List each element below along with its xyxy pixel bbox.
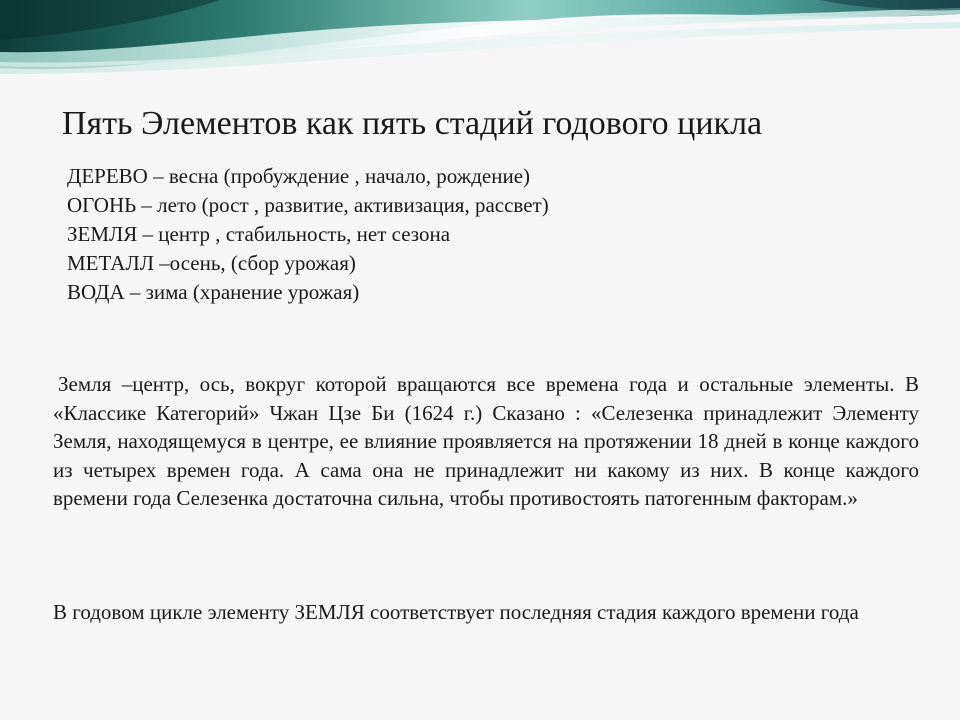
list-item-fire: ОГОНЬ – лето (рост , развитие, активизация, рассвет) — [67, 193, 549, 217]
list-item-wood: ДЕРЕВО – весна (пробуждение , начало, рождение) — [67, 164, 531, 188]
list-item-water: ВОДА – зима (хранение урожая) — [67, 280, 360, 304]
body-paragraph: Земля –центр, ось, вокруг которой вращаются все времена года и остальные элементы. В «Классике Категорий» Чжан Цзе Би (1624 г.) Сказано : «Селезенка принадлежит Элементу Земля, находящемуся в центре, ее влияние проявляется на протяжении 18 дней в конце каждого из четырех времен года. А сама она не принадлежит ни какому из них. В конце каждого времени года Селезенка достаточна сильна, чтобы противостоять патогенным факторам.» — [53, 372, 919, 510]
header-wave-decoration — [0, 0, 960, 80]
conclusion-paragraph: В годовом цикле элементу ЗЕМЛЯ соответствует последняя стадия каждого времени года — [53, 600, 859, 624]
list-item-earth: ЗЕМЛЯ – центр , стабильность, нет сезона — [67, 222, 451, 246]
slide-title: Пять Элементов как пять стадий годового цикла — [62, 105, 763, 142]
elements-list — [67, 162, 767, 307]
list-item-metal: МЕТАЛЛ –осень, (сбор урожая) — [67, 251, 356, 275]
